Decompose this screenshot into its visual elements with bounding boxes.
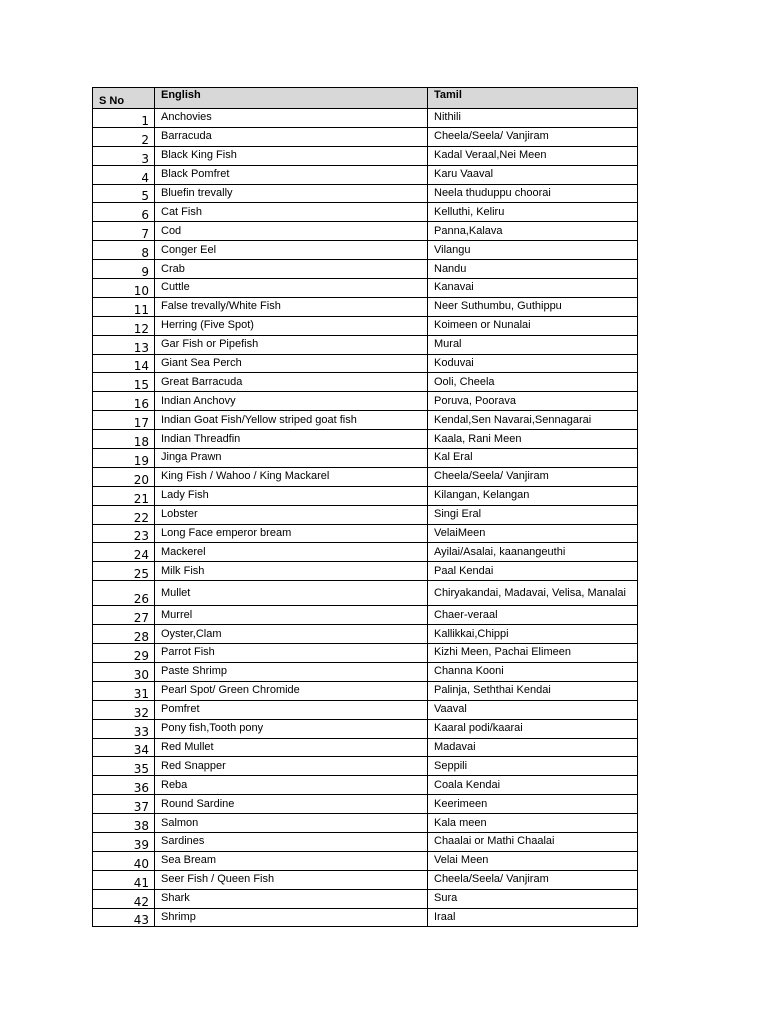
cell-sno: 27 (93, 606, 155, 625)
cell-tamil: Velai Meen (428, 851, 638, 870)
cell-english: Indian Threadfin (155, 430, 428, 449)
cell-english: Sardines (155, 832, 428, 851)
cell-english: Crab (155, 260, 428, 279)
cell-english: Giant Sea Perch (155, 354, 428, 373)
cell-tamil: Chiryakandai, Madavai, Velisa, Manalai (428, 581, 638, 606)
cell-english: Gar Fish or Pipefish (155, 335, 428, 354)
table-row (93, 430, 638, 449)
cell-english: Paste Shrimp (155, 662, 428, 681)
table-row (93, 700, 638, 719)
cell-tamil: Kallikkai,Chippi (428, 625, 638, 644)
table-row (93, 814, 638, 833)
cell-tamil: Iraal (428, 908, 638, 927)
cell-english: King Fish / Wahoo / King Mackarel (155, 467, 428, 486)
cell-sno: 5 (93, 184, 155, 203)
cell-english: Cuttle (155, 279, 428, 298)
cell-english: Round Sardine (155, 795, 428, 814)
cell-tamil: Neela thuduppu choorai (428, 184, 638, 203)
cell-sno: 39 (93, 832, 155, 851)
cell-english: Sea Bream (155, 851, 428, 870)
cell-english: Red Mullet (155, 738, 428, 757)
cell-tamil: Cheela/Seela/ Vanjiram (428, 467, 638, 486)
cell-sno: 1 (93, 109, 155, 128)
cell-english: Murrel (155, 606, 428, 625)
table-row (93, 241, 638, 260)
cell-sno: 38 (93, 814, 155, 833)
table-row (93, 222, 638, 241)
cell-english: Mackerel (155, 543, 428, 562)
table-row (93, 889, 638, 908)
cell-sno: 7 (93, 222, 155, 241)
table-row (93, 354, 638, 373)
table-row (93, 392, 638, 411)
cell-tamil: Palinja, Seththai Kendai (428, 681, 638, 700)
cell-sno: 3 (93, 146, 155, 165)
cell-english: Black Pomfret (155, 165, 428, 184)
cell-english: Shrimp (155, 908, 428, 927)
cell-english: Indian Goat Fish/Yellow striped goat fish (155, 411, 428, 430)
table-row (93, 562, 638, 581)
cell-tamil: Kizhi Meen, Pachai Elimeen (428, 644, 638, 663)
header-tamil: Tamil (428, 88, 638, 109)
cell-tamil: Kaaral podi/kaarai (428, 719, 638, 738)
table-row (93, 505, 638, 524)
table-row (93, 738, 638, 757)
cell-english: Herring (Five Spot) (155, 316, 428, 335)
cell-sno: 11 (93, 297, 155, 316)
cell-tamil: Channa Kooni (428, 662, 638, 681)
table-row (93, 297, 638, 316)
table-row (93, 606, 638, 625)
cell-english: Bluefin trevally (155, 184, 428, 203)
table-row (93, 908, 638, 927)
table-row (93, 146, 638, 165)
cell-sno: 37 (93, 795, 155, 814)
table-row (93, 662, 638, 681)
cell-sno: 25 (93, 562, 155, 581)
cell-tamil: Kilangan, Kelangan (428, 486, 638, 505)
cell-sno: 20 (93, 467, 155, 486)
cell-english: Salmon (155, 814, 428, 833)
cell-english: Jinga Prawn (155, 449, 428, 468)
cell-english: Conger Eel (155, 241, 428, 260)
cell-tamil: Cheela/Seela/ Vanjiram (428, 127, 638, 146)
cell-tamil: Poruva, Poorava (428, 392, 638, 411)
cell-tamil: Mural (428, 335, 638, 354)
table-row (93, 411, 638, 430)
cell-tamil: Kendal,Sen Navarai,Sennagarai (428, 411, 638, 430)
table-header-row (93, 88, 638, 109)
table-row (93, 581, 638, 606)
cell-tamil: Koimeen or Nunalai (428, 316, 638, 335)
cell-english: Pony fish,Tooth pony (155, 719, 428, 738)
cell-sno: 13 (93, 335, 155, 354)
cell-english: Cod (155, 222, 428, 241)
header-sno: S No (93, 88, 155, 109)
cell-tamil: Cheela/Seela/ Vanjiram (428, 870, 638, 889)
table-row (93, 335, 638, 354)
table-row (93, 870, 638, 889)
cell-tamil: Ayilai/Asalai, kaanangeuthi (428, 543, 638, 562)
cell-sno: 23 (93, 524, 155, 543)
cell-english: Oyster,Clam (155, 625, 428, 644)
cell-tamil: Panna,Kalava (428, 222, 638, 241)
fish-names-table (92, 87, 638, 927)
cell-english: Milk Fish (155, 562, 428, 581)
cell-tamil: Vaaval (428, 700, 638, 719)
table-row (93, 719, 638, 738)
cell-english: Parrot Fish (155, 644, 428, 663)
cell-sno: 6 (93, 203, 155, 222)
cell-sno: 42 (93, 889, 155, 908)
table-row (93, 316, 638, 335)
table-row (93, 625, 638, 644)
table-row (93, 757, 638, 776)
cell-english: Anchovies (155, 109, 428, 128)
cell-tamil: Seppili (428, 757, 638, 776)
table-row (93, 776, 638, 795)
header-english: English (155, 88, 428, 109)
cell-sno: 16 (93, 392, 155, 411)
table-row (93, 127, 638, 146)
cell-english: Indian Anchovy (155, 392, 428, 411)
cell-english: Seer Fish / Queen Fish (155, 870, 428, 889)
cell-english: Great Barracuda (155, 373, 428, 392)
cell-tamil: Koduvai (428, 354, 638, 373)
cell-english: Pomfret (155, 700, 428, 719)
cell-english: Reba (155, 776, 428, 795)
cell-sno: 33 (93, 719, 155, 738)
table-row (93, 109, 638, 128)
cell-sno: 4 (93, 165, 155, 184)
cell-english: Pearl Spot/ Green Chromide (155, 681, 428, 700)
cell-tamil: Kelluthi, Keliru (428, 203, 638, 222)
table-row (93, 260, 638, 279)
cell-sno: 34 (93, 738, 155, 757)
cell-tamil: Neer Suthumbu, Guthippu (428, 297, 638, 316)
cell-sno: 43 (93, 908, 155, 927)
cell-tamil: Paal Kendai (428, 562, 638, 581)
cell-tamil: Madavai (428, 738, 638, 757)
table-row (93, 373, 638, 392)
cell-sno: 9 (93, 260, 155, 279)
cell-sno: 10 (93, 279, 155, 298)
cell-sno: 22 (93, 505, 155, 524)
cell-english: Barracuda (155, 127, 428, 146)
cell-tamil: Coala Kendai (428, 776, 638, 795)
table-row (93, 644, 638, 663)
cell-sno: 31 (93, 681, 155, 700)
cell-english: Black King Fish (155, 146, 428, 165)
cell-tamil: Kadal Veraal,Nei Meen (428, 146, 638, 165)
cell-tamil: Singi Eral (428, 505, 638, 524)
cell-sno: 36 (93, 776, 155, 795)
cell-sno: 21 (93, 486, 155, 505)
cell-english: Cat Fish (155, 203, 428, 222)
cell-english: Shark (155, 889, 428, 908)
cell-tamil: Vilangu (428, 241, 638, 260)
cell-english: Red Snapper (155, 757, 428, 776)
table-row (93, 467, 638, 486)
cell-sno: 18 (93, 430, 155, 449)
table-row (93, 279, 638, 298)
cell-sno: 15 (93, 373, 155, 392)
cell-sno: 30 (93, 662, 155, 681)
cell-sno: 19 (93, 449, 155, 468)
cell-tamil: Kanavai (428, 279, 638, 298)
cell-sno: 17 (93, 411, 155, 430)
cell-sno: 26 (93, 581, 155, 606)
cell-english: Lady Fish (155, 486, 428, 505)
cell-sno: 28 (93, 625, 155, 644)
table-row (93, 165, 638, 184)
cell-tamil: Nandu (428, 260, 638, 279)
cell-tamil: Chaalai or Mathi Chaalai (428, 832, 638, 851)
cell-sno: 29 (93, 644, 155, 663)
cell-tamil: VelaiMeen (428, 524, 638, 543)
table-row (93, 832, 638, 851)
cell-sno: 2 (93, 127, 155, 146)
cell-sno: 14 (93, 354, 155, 373)
cell-english: Mullet (155, 581, 428, 606)
cell-sno: 24 (93, 543, 155, 562)
cell-tamil: Karu Vaaval (428, 165, 638, 184)
cell-english: False trevally/White Fish (155, 297, 428, 316)
cell-tamil: Nithili (428, 109, 638, 128)
cell-tamil: Chaer-veraal (428, 606, 638, 625)
cell-sno: 35 (93, 757, 155, 776)
cell-sno: 41 (93, 870, 155, 889)
table-row (93, 203, 638, 222)
cell-tamil: Sura (428, 889, 638, 908)
cell-sno: 40 (93, 851, 155, 870)
table-row (93, 851, 638, 870)
cell-sno: 8 (93, 241, 155, 260)
table-row (93, 543, 638, 562)
table-row (93, 795, 638, 814)
table-row (93, 184, 638, 203)
cell-english: Long Face emperor bream (155, 524, 428, 543)
table-row (93, 681, 638, 700)
cell-tamil: Kaala, Rani Meen (428, 430, 638, 449)
table-row (93, 524, 638, 543)
cell-tamil: Kala meen (428, 814, 638, 833)
cell-english: Lobster (155, 505, 428, 524)
cell-sno: 12 (93, 316, 155, 335)
table-row (93, 449, 638, 468)
cell-tamil: Kal Eral (428, 449, 638, 468)
cell-tamil: Ooli, Cheela (428, 373, 638, 392)
cell-sno: 32 (93, 700, 155, 719)
cell-tamil: Keerimeen (428, 795, 638, 814)
table-row (93, 486, 638, 505)
